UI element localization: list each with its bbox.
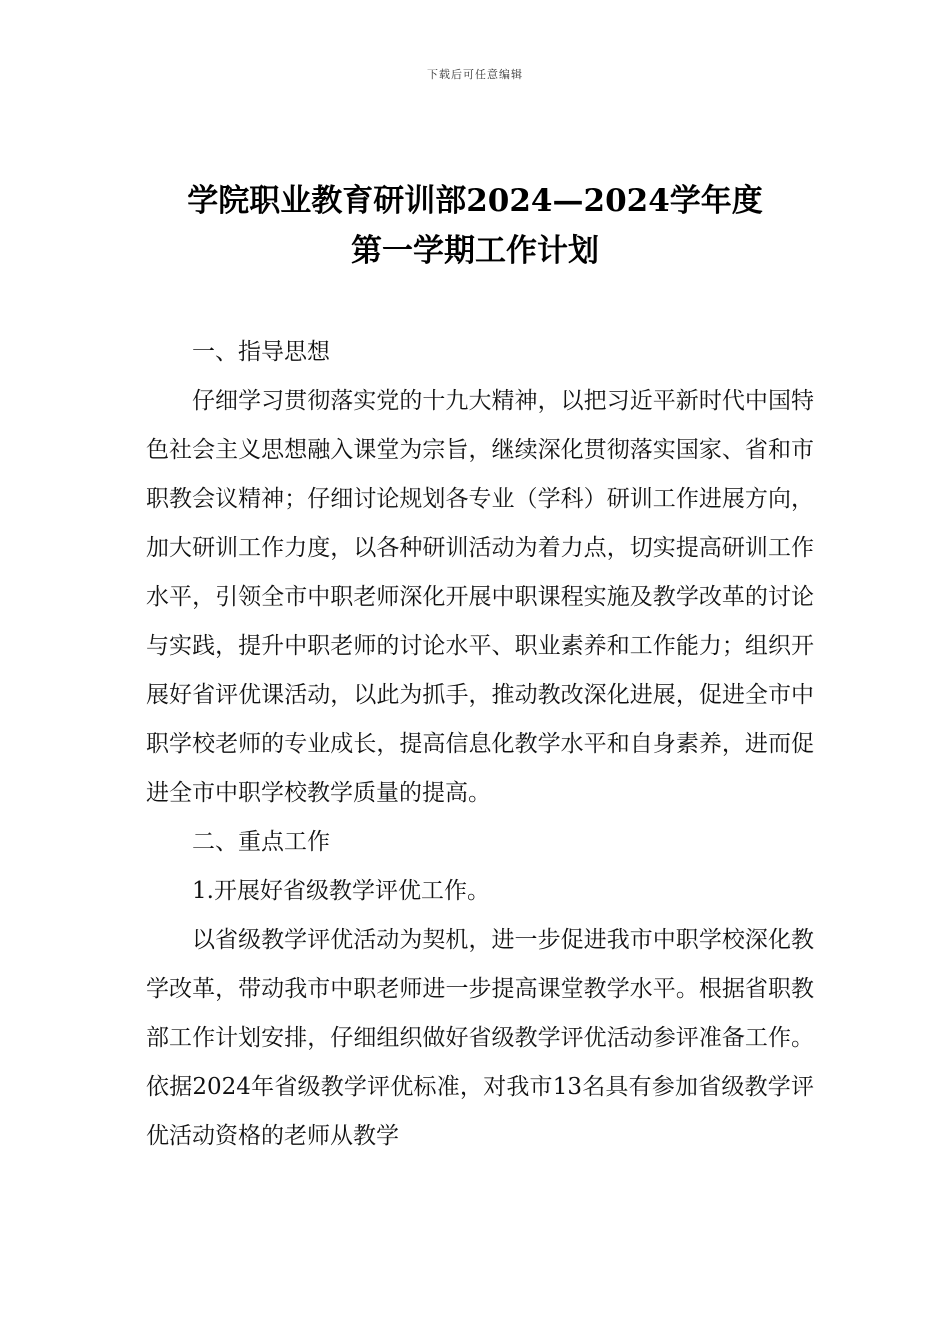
document-body [146,328,814,1161]
header-note: 下载后可任意编辑 [427,68,523,81]
paragraph-provincial-evaluation: 以省级教学评优活动为契机，进一步促进我市中职学校深化教学改革，带动我市中职老师进一步提高课堂教学水平。根据省职教部工作计划安排，仔细组织做好省级教学评优活动参评准备工作。依据2024年省级教学评优标准，对我市13名具有参加省级教学评优活动资格的老师从教学 [146,927,814,1149]
section-heading-guiding-ideology: 一、指导思想 [192,339,330,365]
document-title [0,176,950,276]
paragraph-guiding-ideology: 仔细学习贯彻落实党的十九大精神，以把习近平新时代中国特色社会主义思想融入课堂为宗旨，继续深化贯彻落实国家、省和市职教会议精神；仔细讨论规划各专业（学科）研训工作进展方向，加大研训工作力度，以各种研训活动为着力点，切实提高研训工作水平，引领全市中职老师深化开展中职课程实施及教学改革的讨论与实践，提升中职老师的讨论水平、职业素养和工作能力；组织开展好省评优课活动，以此为抓手，推动教改深化进展，促进全市中职学校老师的专业成长，提高信息化教学水平和自身素养，进而促进全市中职学校教学质量的提高。 [146,388,814,806]
section-heading-key-work: 二、重点工作 [192,829,330,855]
title-line-2: 第一学期工作计划 [351,233,599,269]
title-line-1: 学院职业教育研训部2024—2024学年度 [187,183,763,219]
subheading-provincial-evaluation: 1.开展好省级教学评优工作。 [192,878,490,904]
